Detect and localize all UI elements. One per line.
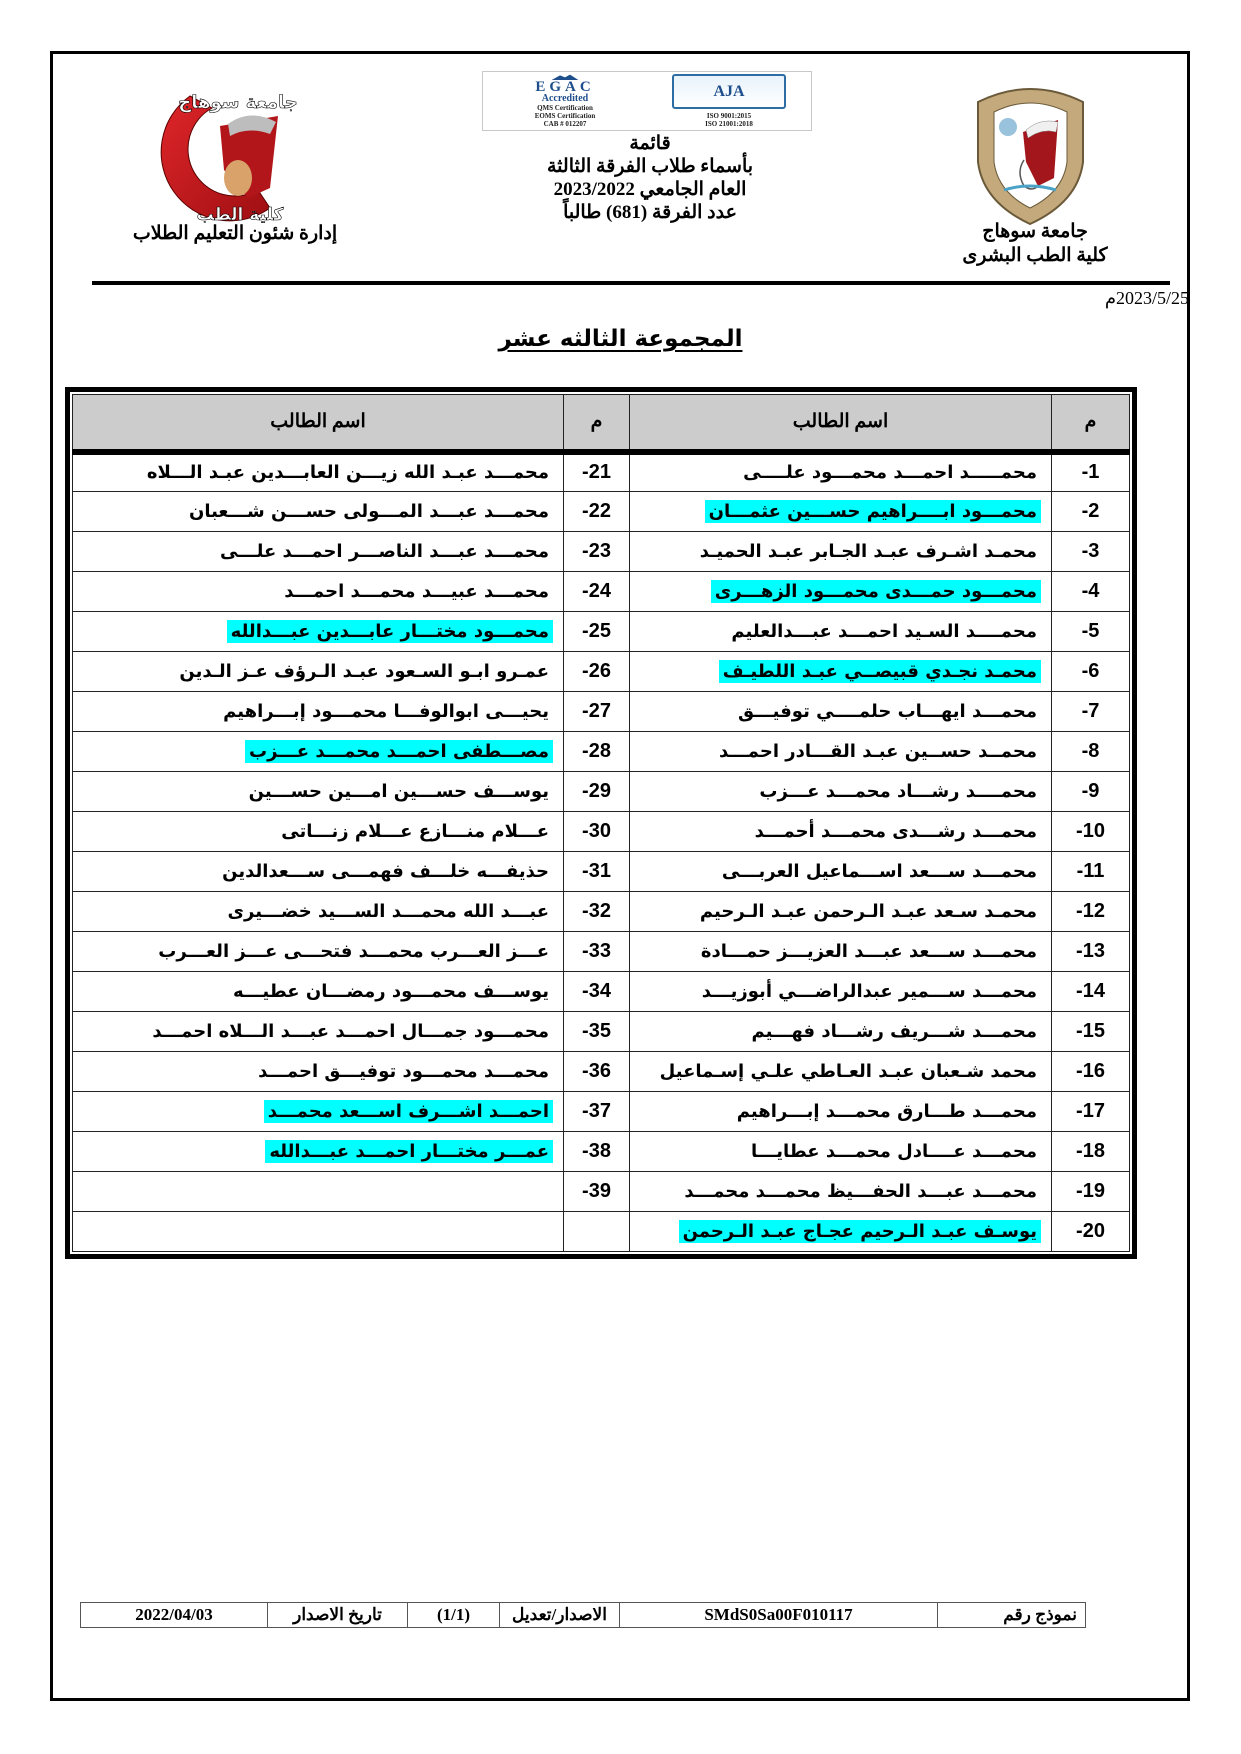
student-name: محمـــد ســـعد اســـماعيل العربـــى xyxy=(721,861,1037,882)
student-name: محمـــد ســـعد عبـــد العزيـــز حمـــادة xyxy=(700,941,1037,962)
student-name: يحيـــى ابوالوفـــا محمـــود إبـــراهيم xyxy=(223,701,549,722)
student-number: -37 xyxy=(564,1092,630,1132)
student-number: -12 xyxy=(1052,892,1130,932)
student-name-cell xyxy=(630,1132,1052,1172)
student-name-cell xyxy=(73,1052,564,1092)
student-name: محمـد نجـدي قبيصــي عبـد اللطيـف xyxy=(719,660,1041,683)
student-name xyxy=(545,1195,553,1197)
egac-line: CAB # 012207 xyxy=(543,120,587,128)
student-name: محمد شـعبان عبـد العـاطي علـي إسـماعيل xyxy=(659,1061,1037,1082)
student-name-cell xyxy=(73,812,564,852)
table-row xyxy=(73,572,1130,612)
student-name: محمــــد السـيد احمـــد عبـــدالعليم xyxy=(731,621,1037,642)
table-row xyxy=(73,692,1130,732)
table-row xyxy=(73,852,1130,892)
student-name-cell xyxy=(630,1092,1052,1132)
student-name: محمـــد محمـــود توفيـــق احمـــد xyxy=(258,1061,549,1082)
student-number: -2 xyxy=(1052,492,1130,532)
student-name-cell xyxy=(73,652,564,692)
student-number: -27 xyxy=(564,692,630,732)
student-name: محمـــود جمـــال احمـــد عبـــد الـــلاه احمـــد xyxy=(152,1021,549,1042)
student-number: -13 xyxy=(1052,932,1130,972)
student-name-cell xyxy=(630,612,1052,652)
student-name: يوســـف حســـين امـــين حســـين xyxy=(248,781,549,802)
student-name-cell xyxy=(73,612,564,652)
aja-name: AJA xyxy=(713,82,745,100)
student-name-cell xyxy=(73,492,564,532)
student-number: -19 xyxy=(1052,1172,1130,1212)
heading-line: العام الجامعي 2023/2022 xyxy=(553,179,747,200)
student-number: -23 xyxy=(564,532,630,572)
student-number: -5 xyxy=(1052,612,1130,652)
student-name-cell xyxy=(630,1052,1052,1092)
student-number: -33 xyxy=(564,932,630,972)
student-name-cell xyxy=(630,572,1052,612)
student-name: محمـــد طـــارق محمـــد إبـــراهيم xyxy=(736,1101,1037,1122)
student-name: مصـــطفى احمـــد محمـــد عـــزب xyxy=(245,740,553,763)
student-name: محمــد حســين عبـد القـــادر احمـــد xyxy=(718,741,1037,762)
document-date: 2023/5/25م xyxy=(1104,288,1189,308)
student-number: -21 xyxy=(564,452,630,492)
student-number: -39 xyxy=(564,1172,630,1212)
aja-logo xyxy=(659,74,799,128)
student-name: محمـــد شـــريف رشـــاد فهـــيم xyxy=(751,1021,1037,1042)
table-row xyxy=(73,972,1130,1012)
student-name: عمـــر مختـــار احمـــد عبـــدالله xyxy=(265,1140,553,1163)
form-number: SMdS0Sa00F010117 xyxy=(619,1603,937,1627)
student-name-cell xyxy=(630,812,1052,852)
table-row xyxy=(73,932,1130,972)
student-name-cell xyxy=(73,852,564,892)
student-name: محمـــــد احمـــد محمـــود علــــى xyxy=(743,462,1037,484)
student-name-cell xyxy=(630,532,1052,572)
student-name-cell xyxy=(73,1092,564,1132)
student-name-cell xyxy=(630,452,1052,492)
table-row xyxy=(73,452,1130,492)
table-row xyxy=(73,1052,1130,1092)
student-name-cell xyxy=(630,892,1052,932)
student-name: احمـــد اشـــرف اســـعد محمـــد xyxy=(264,1100,553,1123)
egac-line: EOMS Certification xyxy=(534,112,596,120)
student-name-cell xyxy=(73,892,564,932)
student-name-cell xyxy=(73,1132,564,1172)
header-number-left: م xyxy=(564,395,630,452)
table-row xyxy=(73,1172,1130,1212)
table-row xyxy=(73,532,1130,572)
table-header-row xyxy=(73,395,1130,452)
heading-line: قائمة xyxy=(629,133,671,154)
student-name: عمـرو ابـو السـعود عبـد الـرؤف عـز الـدين xyxy=(179,661,549,682)
table-row xyxy=(73,652,1130,692)
sohag-university-logo xyxy=(968,82,1093,227)
student-affairs-caption: إدارة شئون التعليم الطلاب xyxy=(132,223,338,244)
student-number: -17 xyxy=(1052,1092,1130,1132)
student-number: -31 xyxy=(564,852,630,892)
table-row xyxy=(73,892,1130,932)
student-name-cell xyxy=(73,1212,564,1252)
table-row xyxy=(73,492,1130,532)
header-name-left: اسم الطالب xyxy=(73,395,564,452)
table-row xyxy=(73,772,1130,812)
student-name xyxy=(545,1235,553,1237)
student-name: محمـــد رشـــدى محمـــد أحمـــد xyxy=(754,821,1037,842)
faculty-name: كلية الطب البشرى xyxy=(962,245,1108,266)
student-number: -36 xyxy=(564,1052,630,1092)
student-name-cell xyxy=(73,452,564,492)
student-number: -24 xyxy=(564,572,630,612)
student-name: يوســـف محمـــود رمضـــان عطيـــه xyxy=(233,981,549,1002)
student-number: -20 xyxy=(1052,1212,1130,1252)
student-number: -22 xyxy=(564,492,630,532)
header-name-right: اسم الطالب xyxy=(630,395,1052,452)
student-number: -35 xyxy=(564,1012,630,1052)
student-number: -1 xyxy=(1052,452,1130,492)
student-number: -6 xyxy=(1052,652,1130,692)
aja-line: ISO 9001:2015 xyxy=(706,112,752,120)
egac-line: QMS Certification xyxy=(537,104,593,112)
student-name: محمـــود ابــــراهيم حســـين عثمـــان xyxy=(705,500,1041,523)
student-number: -11 xyxy=(1052,852,1130,892)
heading-line: بأسماء طلاب الفرقة الثالثة xyxy=(546,156,754,177)
student-name: محمـد سـعد عبـد الـرحمن عبـد الـرحيم xyxy=(699,901,1037,922)
table-row xyxy=(73,612,1130,652)
student-name: محمــــد رشـــاد محمـــد عـــزب xyxy=(759,781,1037,802)
left-logo-top-text: جامعة سوهاج xyxy=(178,92,298,113)
student-number: -9 xyxy=(1052,772,1130,812)
student-name-cell xyxy=(630,932,1052,972)
student-name: محمـــد عــــادل محمـــد عطايـــا xyxy=(751,1141,1037,1162)
student-name-cell xyxy=(630,772,1052,812)
university-name: جامعة سوهاج xyxy=(982,221,1088,242)
edition-label: الاصدار/تعديل xyxy=(499,1603,619,1627)
student-name-cell xyxy=(73,572,564,612)
table-row xyxy=(73,1012,1130,1052)
student-name: يوسـف عبـد الـرحيم عجـاج عبـد الـرحمن xyxy=(679,1220,1041,1243)
student-number: -3 xyxy=(1052,532,1130,572)
document-heading xyxy=(430,132,870,224)
student-number: -29 xyxy=(564,772,630,812)
student-name-cell xyxy=(630,972,1052,1012)
student-number xyxy=(564,1212,630,1252)
student-name-cell xyxy=(73,1012,564,1052)
student-name-cell xyxy=(630,492,1052,532)
student-number: -30 xyxy=(564,812,630,852)
student-name-cell xyxy=(630,1172,1052,1212)
table-row xyxy=(73,812,1130,852)
student-name-cell xyxy=(73,692,564,732)
student-name: عبـــد الله محمـــد الســـيد خضـــيرى xyxy=(227,901,549,922)
student-number: -10 xyxy=(1052,812,1130,852)
student-name: محمـــود حمـــدى محمـــود الزهـــرى xyxy=(711,580,1041,603)
student-name: محمـــد ســـمير عبدالراضـــي أبوزيـــد xyxy=(701,981,1037,1002)
left-logo-bottom-text: كلية الطب xyxy=(196,205,284,225)
student-name: محمـــد عبـــد الناصـــر احمـــد علـــى xyxy=(219,541,549,562)
header-divider xyxy=(92,281,1170,285)
student-name-cell xyxy=(630,652,1052,692)
student-name: محمـــد ايهـــاب حلمــــي توفيـــق xyxy=(737,701,1037,722)
table-body xyxy=(73,452,1130,1252)
table-row xyxy=(73,1092,1130,1132)
student-number: -4 xyxy=(1052,572,1130,612)
student-name-cell xyxy=(73,772,564,812)
student-number: -38 xyxy=(564,1132,630,1172)
faculty-of-medicine-logo xyxy=(120,78,310,228)
student-number: -32 xyxy=(564,892,630,932)
university-caption xyxy=(930,220,1140,268)
student-name-cell xyxy=(73,532,564,572)
student-number: -14 xyxy=(1052,972,1130,1012)
student-name: عـــلام منـــازع عـــلام زنـــاتى xyxy=(281,821,549,842)
group-title xyxy=(0,326,1241,352)
student-number: -15 xyxy=(1052,1012,1130,1052)
student-name-cell xyxy=(73,932,564,972)
student-number: -16 xyxy=(1052,1052,1130,1092)
heading-line: عدد الفرقة (681) طالباً xyxy=(563,202,737,223)
egac-logo xyxy=(495,74,635,128)
student-name: محمـــد عبيـــد محمـــد احمـــد xyxy=(284,581,549,602)
student-name: حذيفـــه خلـــف فهمـــى ســـعدالدين xyxy=(222,861,549,882)
student-name: محمـــد عبـد الله زيـــن العابـــدين عبـد الـــلاه xyxy=(146,462,549,484)
student-name-cell xyxy=(630,1012,1052,1052)
student-name-cell xyxy=(73,732,564,772)
student-name-cell xyxy=(630,692,1052,732)
issue-date: 2022/04/03 xyxy=(135,1605,213,1624)
student-number: -7 xyxy=(1052,692,1130,732)
student-number: -25 xyxy=(564,612,630,652)
student-name-cell xyxy=(73,1172,564,1212)
header-number-right: م xyxy=(1052,395,1130,452)
certification-logos xyxy=(482,71,812,131)
group-title-text: المجموعة الثالثه عشر xyxy=(498,326,743,352)
student-name: محمـــد عبـــد الحفـــيظ محمـــد محمـــد xyxy=(684,1181,1037,1202)
aja-line: ISO 21001:2018 xyxy=(705,120,753,128)
student-roster-table xyxy=(65,387,1137,1259)
table-row xyxy=(73,1132,1130,1172)
student-name-cell xyxy=(73,972,564,1012)
document-footer xyxy=(80,1602,1086,1628)
issue-date-label: تاريخ الاصدار xyxy=(267,1603,407,1627)
student-name: محمـــود مختـــار عابـــدين عبـــدالله xyxy=(227,620,553,643)
egac-name: EGAC xyxy=(535,79,595,95)
student-number: -34 xyxy=(564,972,630,1012)
student-number: -26 xyxy=(564,652,630,692)
form-label: نموذج رقم xyxy=(937,1603,1085,1627)
student-name: محمـد اشـرف عبـد الجـابر عبـد الحميـد xyxy=(699,541,1037,562)
student-number: -18 xyxy=(1052,1132,1130,1172)
table-row xyxy=(73,1212,1130,1252)
student-number: -28 xyxy=(564,732,630,772)
table-row xyxy=(73,732,1130,772)
student-number: -8 xyxy=(1052,732,1130,772)
student-name: محمـــد عبـــد المـــولى حســـن شـــعبان xyxy=(188,501,549,522)
egac-accredited: Accredited xyxy=(541,93,589,104)
student-name-cell xyxy=(630,732,1052,772)
student-name-cell xyxy=(630,1212,1052,1252)
aja-globe-icon xyxy=(672,74,786,109)
edition-value: (1/1) xyxy=(407,1603,499,1627)
student-name-cell xyxy=(630,852,1052,892)
student-name: عـــز العـــرب محمـــد فتحـــى عـــز العـــرب xyxy=(158,941,549,962)
